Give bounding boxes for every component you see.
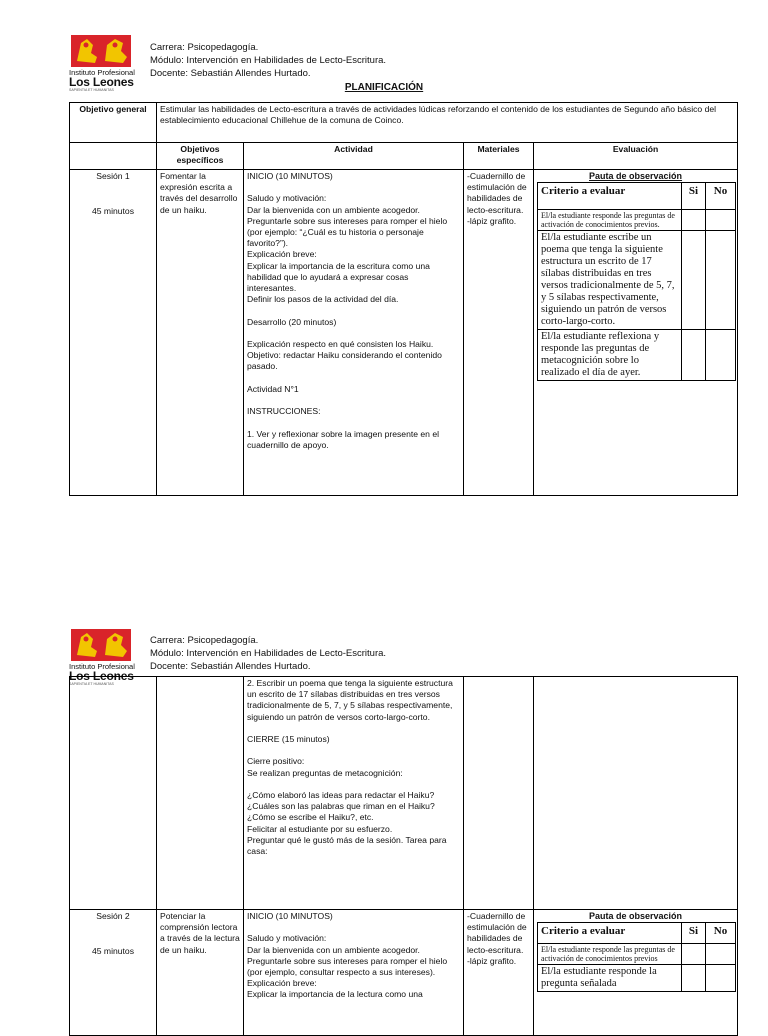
session-cell (70, 170, 157, 496)
col-objetivos-header: Objetivos específicos (157, 143, 244, 170)
rubric-header-si: Si (682, 183, 706, 210)
evaluacion-cell (534, 910, 738, 1036)
lion-emblem-icon (71, 35, 131, 67)
logo-line-1: Instituto Profesional (69, 662, 135, 671)
logo-line-1: Instituto Profesional (69, 68, 135, 77)
session-cell (70, 910, 157, 1036)
rubric-table (537, 922, 736, 992)
docente-line: Docente: Sebastián Allendes Hurtado. (150, 68, 311, 79)
modulo-line: Módulo: Intervención en Habilidades de Lecto-Escritura. (150, 648, 387, 659)
session-duration: 45 minutos (91, 946, 135, 957)
rubric-row: El/la estudiante escribe un poema que tenga la siguiente estructura un escrito de 17 sílabas distribuidas en tres versos tradicionalmente de 5, 7, y 5 sílabas respectivamente, siguiendo un patrón de versos corto-largo-corto. (538, 231, 682, 330)
rubric-row: El/la estudiante responde las preguntas de activación de conocimientos previos. (538, 210, 682, 231)
docente-line: Docente: Sebastián Allendes Hurtado. (150, 661, 311, 672)
actividad-cell: INICIO (10 MINUTOS) Saludo y motivación: Dar la bienvenida con un ambiente acogedor. Preguntarle sobre sus intereses para romper el hielo (por ejemplo, consultar respecto a sus intereses). Explicación breve: Explicar la importancia de la lectura como una (244, 910, 464, 1036)
rubric-header-criterio: Criterio a evaluar (538, 183, 682, 210)
objetivo-general-label: Objetivo general (70, 103, 157, 143)
carrera-line: Carrera: Psicopedagogía. (150, 42, 259, 53)
logo-tagline: SAPIENTIA ET HUMANITAS (69, 88, 114, 92)
planning-table-page-2 (69, 676, 738, 1036)
logo-line-2: Los Leones (69, 75, 134, 89)
page-title: PLANIFICACIÓN (344, 82, 424, 93)
modulo-line: Módulo: Intervención en Habilidades de Lecto-Escritura. (150, 55, 387, 66)
carrera-line: Carrera: Psicopedagogía. (150, 635, 259, 646)
pauta-title: Pauta de observación (589, 171, 683, 181)
rubric-header-no: No (706, 183, 736, 210)
rubric-header-criterio: Criterio a evaluar (538, 923, 682, 944)
pauta-title: Pauta de observación (588, 911, 683, 921)
materiales-cell: -Cuadernillo de estimulación de habilidades de lecto-escritura. -lápiz grafito. (464, 170, 534, 496)
evaluacion-cell (534, 170, 738, 496)
objetivo-especifico: Fomentar la expresión escrita a través del desarrollo de un haiku. (157, 170, 244, 496)
col-actividad-header: Actividad (244, 143, 464, 170)
rubric-row: El/la estudiante reflexiona y responde las preguntas de metacognición sobre lo realizado el día de ayer. (538, 330, 682, 381)
planning-table-page-1 (69, 102, 738, 496)
objetivo-especifico: Potenciar la comprensión lectora a través de la lectura de un haiku. (157, 910, 244, 1036)
objetivo-general-text: Estimular las habilidades de Lecto-escritura a través de actividades lúdicas reforzando el contenido de los estudiantes de Segundo año básico del establecimiento educacional Chillehue de la comuna de Coinco. (157, 103, 738, 143)
rubric-row: El/la estudiante responde la pregunta señalada (538, 965, 682, 992)
logo-line-2: Los Leones (69, 669, 134, 683)
actividad-cell: INICIO (10 MINUTOS) Saludo y motivación: Dar la bienvenida con un ambiente acogedor. Preguntarle sobre sus intereses para romper el hielo (por ejemplo: “¿Cuál es tu historia o personaje favorito?”). Explicación breve: Explicar la importancia de la escritura como una habilidad que lo ayudará a expresar cosas interesantes. Definir los pasos de la actividad del día. Desarrollo (20 minutos) Explicación respecto en qué consisten los Haiku. Objetivo: redactar Haiku considerando el contenido pasado. Actividad N°1 INSTRUCCIONES: 1. Ver y reflexionar sobre la imagen presente en el cuadernillo de apoyo. (244, 170, 464, 496)
document-header (150, 41, 386, 80)
rubric-header-si: Si (682, 923, 706, 944)
materiales-cell: -Cuadernillo de estimulación de habilidades de lecto-escritura. -lápiz grafito. (464, 910, 534, 1036)
logo-tagline: SAPIENTIA ET HUMANITAS (69, 682, 114, 686)
rubric-row: El/la estudiante responde las preguntas de activación de conocimientos previos (538, 944, 682, 965)
col-materiales-header: Materiales (464, 143, 534, 170)
document-header (150, 634, 386, 673)
lion-emblem-icon (71, 629, 131, 661)
session-label: Sesión 1 (96, 171, 130, 181)
actividad-continuation: 2. Escribir un poema que tenga la siguiente estructura un escrito de 17 sílabas distribuidas en tres versos tradicionalmente de 5, 7, y 5 sílabas respectivamente, siguiendo un patrón de versos corto-largo-corto. CIERRE (15 minutos) Cierre positivo: Se realizan preguntas de metacognición: ¿Cómo elaboró las ideas para redactar el Haiku? ¿Cuáles son las palabras que riman en el Haiku? ¿Cómo se escribe el Haiku?, etc. Felicitar al estudiante por su esfuerzo. Preguntar qué le gustó más de la sesión. Tarea para casa: (244, 677, 464, 910)
session-duration: 45 minutos (91, 206, 135, 217)
rubric-header-no: No (706, 923, 736, 944)
session-label: Sesión 2 (96, 911, 130, 921)
col-evaluacion-header: Evaluación (534, 143, 738, 170)
rubric-table (537, 182, 736, 381)
